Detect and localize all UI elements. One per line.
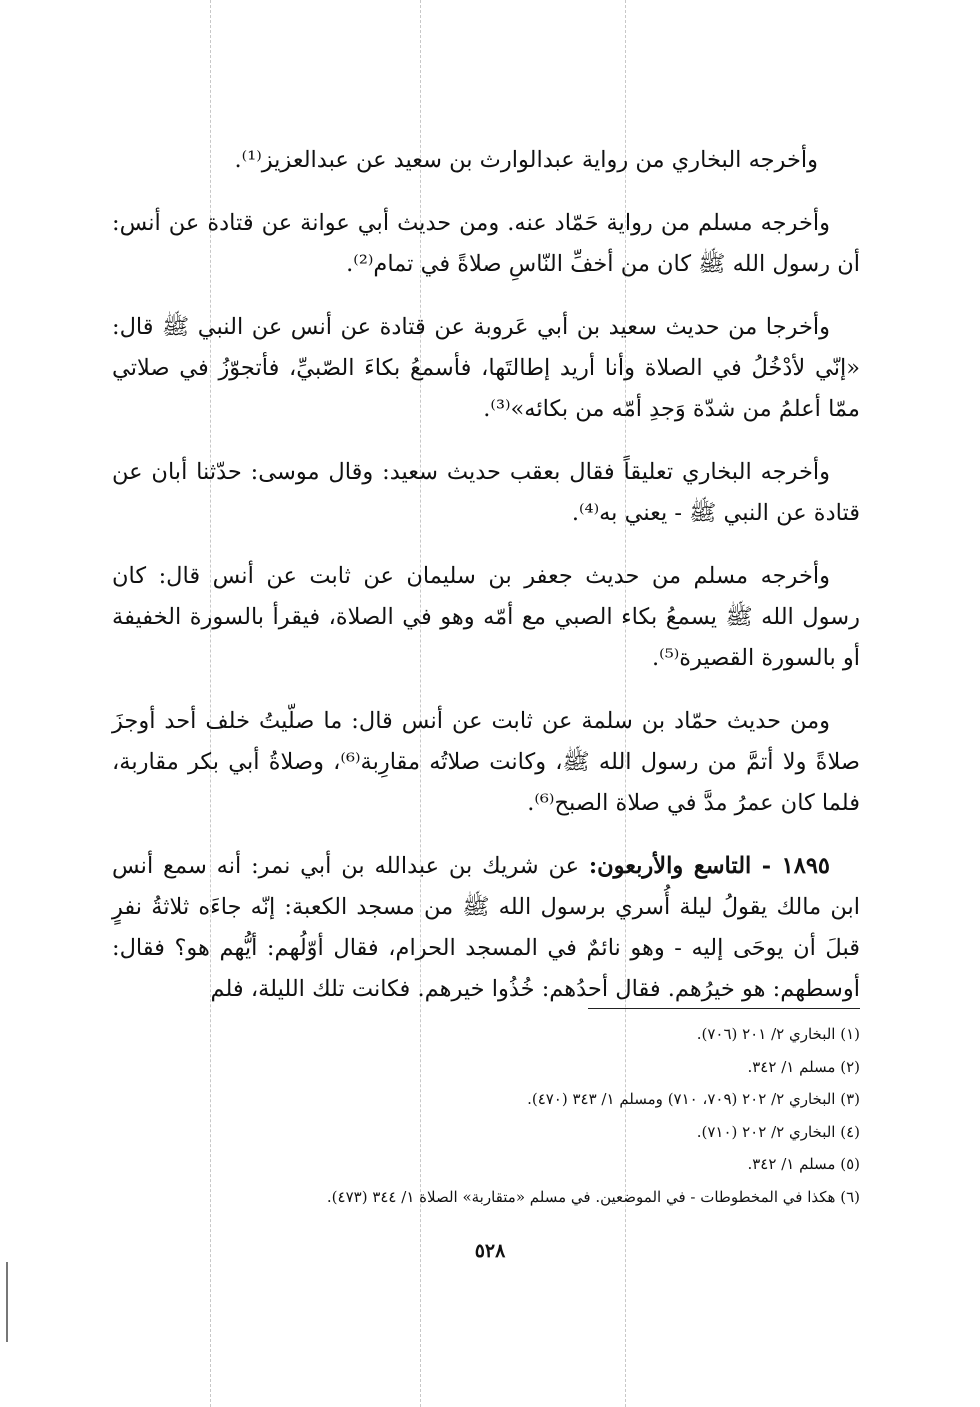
paragraph: ومن حديث حمّاد بن سلمة عن ثابت عن أنس قال: ما صلّيتُ خلف أحد أوجزَ صلاةً ولا أتمَّ من رسول الله ﷺ، وكانت صلاتُه مقارِبة⁽⁶⁾، وصلاةُ أبي بكر مقاربة، فلما كان عمرُ مدَّ في صلاة الصبح⁽⁶⁾.: [112, 708, 860, 816]
paragraph: وأخرجه البخاري من رواية عبدالوارث بن سعيد عن عبدالعزيز⁽¹⁾.: [234, 147, 818, 173]
footnotes: [160, 1018, 860, 1213]
footnote: (٦) هكذا في المخطوطات - في الموضعين. في مسلم «متقاربة» الصلاة ١/ ٣٤٤ (٤٧٣).: [326, 1187, 860, 1206]
paragraph: وأخرجه البخاري تعليقاً فقال بعقب حديث سعيد: وقال موسى: حدّثنا أبان عن قتادة عن النبي ﷺ - يعني به⁽⁴⁾.: [112, 459, 860, 526]
footnote: (٥) مسلم ١/ ٣٤٢.: [747, 1155, 860, 1173]
footnote-separator: [588, 1008, 860, 1009]
paragraph: وأخرجا من حديث سعيد بن أبي عَروبة عن قتادة عن أنس عن النبي ﷺ قال: «إنّي لأدْخُلُ في الصلاة وأنا أريد إطالتَها، فأسمعُ بكاءَ الصّبيِّ، فأتجوّزُ في صلاتي ممّا أعلمُ من شدّة وَجدِ أمّه من بكائه»⁽³⁾.: [112, 314, 860, 422]
paragraph: وأخرجه مسلم من رواية حَمّاد عنه. ومن حديث أبي عوانة عن قتادة عن أنس: أن رسول الله ﷺ كان من أخفِّ النّاسِ صلاةً في تمام⁽²⁾.: [112, 210, 860, 277]
entry-number: ١٨٩٥ - التاسع والأربعون:: [588, 853, 830, 879]
page-number: ٥٢٨: [474, 1240, 506, 1262]
hadith-entry: [112, 846, 860, 1010]
paragraph: وأخرجه مسلم من حديث جعفر بن سليمان عن ثابت عن أنس قال: كان رسول الله ﷺ يسمعُ بكاء الصبي مع أمّه وهو في الصلاة، فيقرأ بالسورة الخفيفة أو بالسورة القصيرة⁽⁵⁾.: [112, 563, 860, 671]
footnote: (١) البخاري ٢/ ٢٠١ (٧٠٦).: [696, 1025, 860, 1043]
scan-margin-mark: [6, 1262, 8, 1342]
main-text: [112, 140, 860, 1032]
footnote: (٤) البخاري ٢/ ٢٠٢ (٧١٠).: [696, 1122, 860, 1141]
footnote: (٢) مسلم ١/ ٣٤٢.: [747, 1057, 860, 1076]
footnote: (٣) البخاري ٢/ ٢٠٢ (٧٠٩، ٧١٠) ومسلم ١/ ٣٤٣ (٤٧٠).: [527, 1090, 860, 1108]
entry-text: عن شريك بن عبدالله بن أبي نمر: أنه سمع أنس ابن مالك يقولُ ليلة أُسري برسول الله ﷺ من مسجد الكعبة: إنّه جاءَه ثلاثةُ نفرٍ قبلَ أن يوحَى إليه - وهو نائمٌ في المسجد الحرام، فقال أوّلُهم: أيُّهم هو؟ فقال: أوسطهم: هو خيرُهم. فقال أحدُهم: خُذُوا خيرهم. فكانت تلك الليلة، فلم: [112, 853, 860, 1002]
